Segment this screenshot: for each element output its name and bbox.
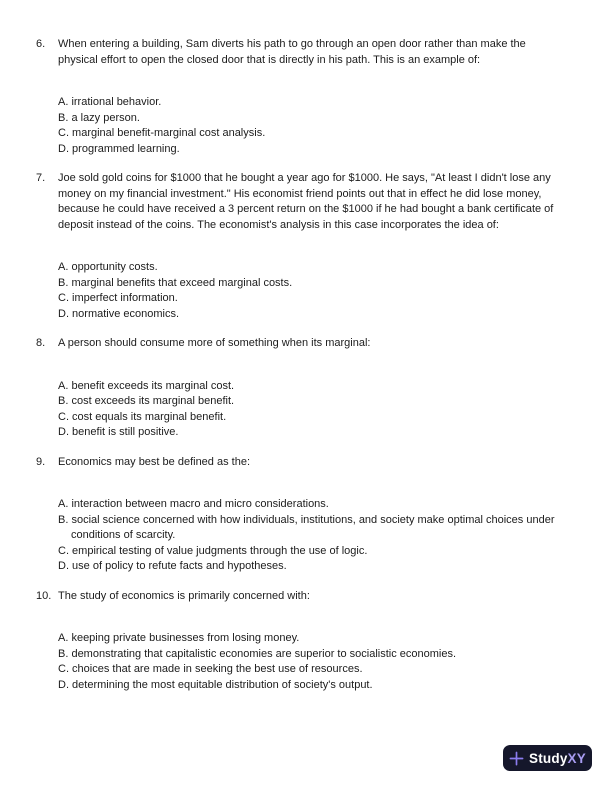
answer-option-a: A. irrational behavior. (58, 96, 162, 108)
plus-icon (509, 751, 524, 766)
answer-option-c: C. cost equals its marginal benefit. (58, 410, 227, 423)
answer-option-b: B. social science concerned with how individuals, institutions, and society make optimal choices under conditions of scarcity. (58, 513, 555, 541)
answer-option-d: D. benefit is still positive. (58, 426, 179, 438)
answer-option-a: A. keeping private businesses from losing money. (58, 632, 300, 644)
logo-brand-primary: Study (529, 750, 568, 766)
question-10 (36, 589, 568, 694)
question-text: A person should consume more of something when its marginal: (58, 337, 371, 349)
question-number: 6. (36, 38, 46, 50)
answer-option-b: B. marginal benefits that exceed marginal costs. (58, 276, 293, 289)
answer-option-d: D. use of policy to refute facts and hypotheses. (58, 560, 287, 572)
question-head (36, 37, 568, 68)
answer-option-c: C. marginal benefit-marginal cost analysis. (58, 127, 266, 139)
answer-option-d: D. determining the most equitable distribution of society's output. (58, 678, 373, 691)
answer-option-c: C. imperfect information. (58, 292, 178, 304)
question-number: 7. (36, 172, 46, 184)
answer-option-b: B. cost exceeds its marginal benefit. (58, 395, 235, 407)
question-text: The study of economics is primarily concerned with: (58, 589, 310, 602)
question-text: When entering a building, Sam diverts his path to go through an open door rather than make the physical effort to open the closed door that is directly in his path. This is an example of: (58, 38, 526, 66)
question-8 (36, 336, 568, 441)
options-list (58, 631, 568, 693)
options-list (58, 379, 568, 441)
question-head (36, 336, 568, 352)
options-list (58, 95, 568, 157)
answer-option-b: B. a lazy person. (58, 111, 140, 124)
question-number: 10. (36, 589, 52, 602)
question-number: 8. (36, 337, 46, 349)
question-text: Joe sold gold coins for $1000 that he bought a year ago for $1000. He says, "At least I didn't lose any money on my financial investment." His economist friend points out that in effect he did lose money, because he could have received a 3 percent return on the $1000 if he had bought a bank certificate of deposit instead of the coins. The economist's analysis in this case incorporates the idea of: (58, 172, 554, 231)
question-head (36, 589, 568, 605)
question-head (36, 455, 568, 471)
question-9 (36, 455, 568, 575)
question-text: Economics may best be defined as the: (58, 455, 250, 468)
question-7 (36, 171, 568, 322)
answer-option-a: A. interaction between macro and micro considerations. (58, 498, 329, 510)
answer-option-c: C. choices that are made in seeking the best use of resources. (58, 663, 363, 675)
answer-option-d: D. programmed learning. (58, 142, 180, 155)
logo-wordmark (529, 751, 586, 766)
options-list (58, 497, 568, 575)
question-6 (36, 37, 568, 157)
answer-option-a: A. benefit exceeds its marginal cost. (58, 379, 235, 392)
answer-option-b: B. demonstrating that capitalistic economies are superior to socialistic economies. (58, 647, 457, 660)
question-head (36, 171, 568, 233)
studyxy-logo (503, 745, 592, 771)
answer-option-c: C. empirical testing of value judgments through the use of logic. (58, 544, 368, 557)
answer-option-a: A. opportunity costs. (58, 261, 158, 273)
options-list (58, 260, 568, 322)
logo-brand-accent: XY (567, 750, 586, 766)
answer-option-d: D. normative economics. (58, 307, 180, 320)
question-number: 9. (36, 455, 46, 468)
